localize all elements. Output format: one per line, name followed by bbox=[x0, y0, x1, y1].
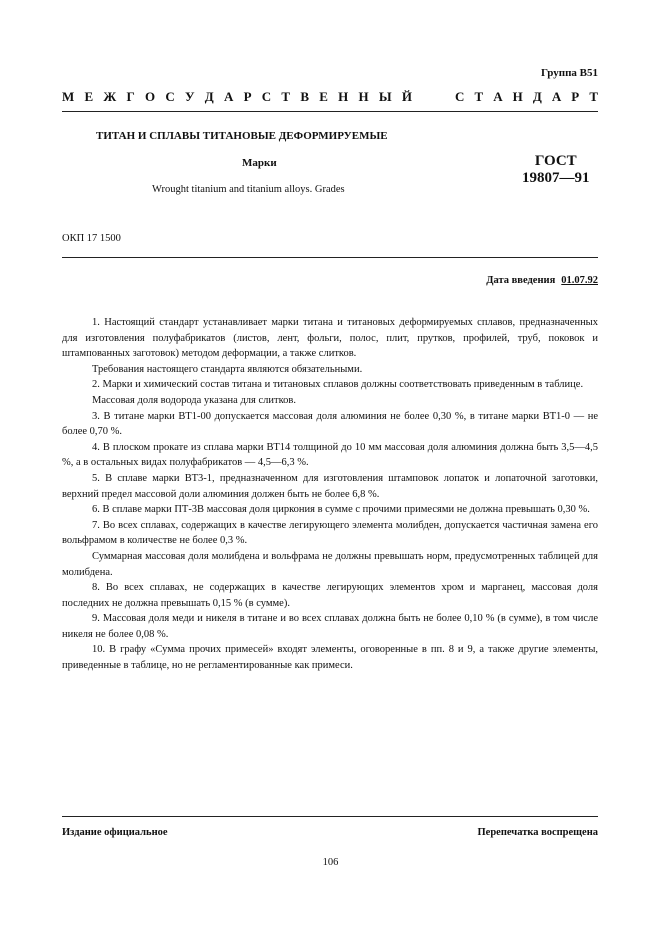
group-code: Группа В51 bbox=[540, 67, 598, 79]
paragraph: 9. Массовая доля меди и никеля в титане и во всех сплавах должна быть не более 0,10 % (в сумме), в том числе никеля не более 0,08 %. bbox=[62, 613, 598, 640]
paragraph: 7. Во всех сплавах, содержащих в качестве легирующего элемента молибден, допускается частичная замена его вольфрамом в количестве не более 0,3 %. bbox=[62, 519, 598, 547]
paragraph: 6. В сплаве марки ПТ-3В массовая доля циркония в сумме с прочими примесями не должна превышать 0,30 %. bbox=[92, 504, 590, 516]
banner-word-interstate: М Е Ж Г О С У Д А Р С Т В Е Н Н Ы Й bbox=[62, 89, 412, 104]
paragraph: 4. В плоском прокате из сплава марки ВТ14 толщиной до 10 мм массовая доля алюминия должна быть 3,5—4,5 %, а в остальных видах полуфабрикатов — 4,5—6,3 %. bbox=[62, 441, 598, 469]
paragraph: 3. В титане марки ВТ1-00 допускается массовая доля алюминия не более 0,30 %, в титане марки ВТ1-0 — не более 0,70 %. bbox=[62, 410, 598, 438]
document-body bbox=[62, 315, 598, 674]
gost-designation bbox=[522, 153, 590, 187]
paragraph: Суммарная массовая доля молибдена и вольфрама не должны превышать норм, предусмотренных таблицей для молибдена. bbox=[62, 550, 598, 578]
paragraph: 10. В графу «Сумма прочих примесей» входят элементы, оговоренные в пп. 8 и 9, а также другие элементы, приведенные в таблице, но не регламентированные как примеси. bbox=[62, 644, 598, 672]
document-title: ТИТАН И СПЛАВЫ ТИТАНОВЫЕ ДЕФОРМИРУЕМЫЕ bbox=[96, 130, 388, 142]
paragraph: 1. Настоящий стандарт устанавливает марки титана и титановых деформируемых сплавов, предназначенных для изготовления полуфабрикатов (листов, лент, фольги, полос, плит, прутков, профилей, труб, поковок и штампованных заготовок) методом деформации, а также слитков. bbox=[62, 317, 598, 360]
okp-code: ОКП 17 1500 bbox=[62, 233, 121, 244]
paragraph: Требования настоящего стандарта являются обязательными. bbox=[92, 363, 363, 375]
paragraph: 5. В сплаве марки ВТ3-1, предназначенном для изготовления штамповок лопаток и лопаточной заготовки, верхний предел массовой доли алюминия должен быть не более 6,8 %. bbox=[62, 472, 598, 500]
header-rule bbox=[62, 111, 598, 112]
footer-rule bbox=[62, 816, 598, 817]
introduction-date-value: 01.07.92 bbox=[561, 275, 598, 286]
section-rule bbox=[62, 257, 598, 258]
edition-note: Издание официальное bbox=[62, 827, 168, 838]
gost-label: ГОСТ bbox=[534, 153, 577, 169]
reprint-note: Перепечатка воспрещена bbox=[477, 827, 598, 838]
banner-word-standard: С Т А Н Д А Р Т bbox=[455, 89, 598, 104]
introduction-date-label: Дата введения bbox=[486, 275, 556, 286]
english-title: Wrought titanium and titanium alloys. Grades bbox=[152, 184, 345, 195]
paragraph: 2. Марки и химический состав титана и титановых сплавов должны соответствовать приведенным в таблице. bbox=[92, 379, 584, 391]
document-subtitle: Марки bbox=[242, 157, 277, 169]
paragraph: Массовая доля водорода указана для слитков. bbox=[92, 394, 297, 406]
paragraph: 8. Во всех сплавах, не содержащих в качестве легирующих элементов хром и марганец, массовая доля последних не должна превышать 0,15 % (в сумме). bbox=[62, 582, 598, 609]
standard-banner bbox=[62, 89, 598, 105]
gost-number: 19807—91 bbox=[522, 170, 590, 186]
page-number: 106 bbox=[322, 857, 339, 868]
introduction-date bbox=[486, 275, 598, 286]
